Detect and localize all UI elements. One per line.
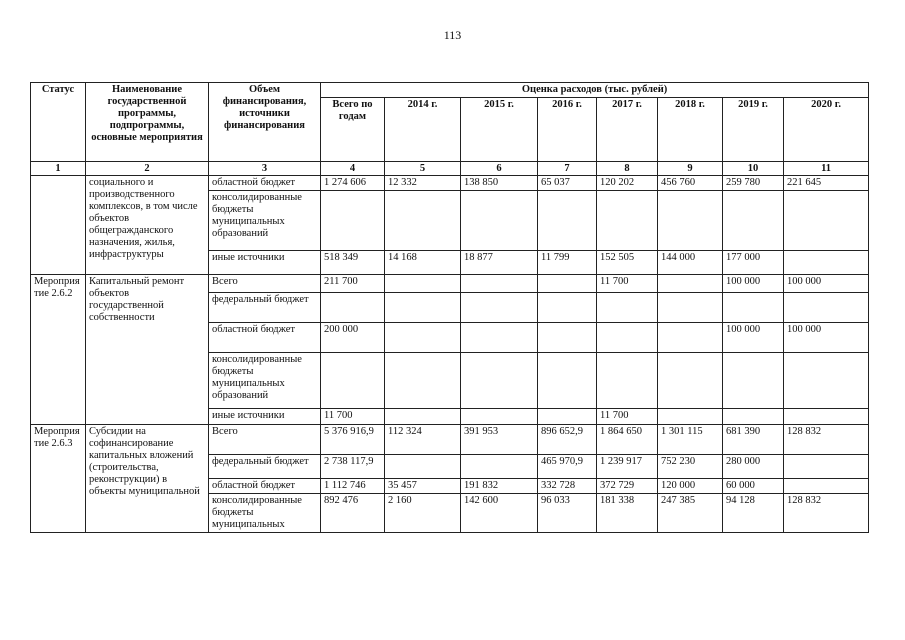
funding-source-cell: консолидированные бюджеты муниципальных образований [209, 353, 321, 409]
year-value-cell: 11 799 [538, 251, 597, 275]
funding-source-cell: иные источники [209, 251, 321, 275]
status-cell [31, 176, 86, 275]
year-value-cell: 11 700 [597, 275, 658, 293]
total-value-cell [321, 191, 385, 251]
year-value-cell: 112 324 [385, 425, 461, 455]
year-value-cell: 1 301 115 [658, 425, 723, 455]
year-value-cell [461, 191, 538, 251]
year-value-cell [538, 323, 597, 353]
year-value-cell [385, 191, 461, 251]
column-number: 3 [209, 162, 321, 176]
year-value-cell: 65 037 [538, 176, 597, 191]
funding-source-cell: Всего [209, 275, 321, 293]
column-number: 2 [86, 162, 209, 176]
year-value-cell [784, 293, 869, 323]
header-total: Всего по годам [321, 98, 385, 162]
header-year: 2017 г. [597, 98, 658, 162]
year-value-cell: 1 239 917 [597, 455, 658, 479]
year-value-cell: 1 864 650 [597, 425, 658, 455]
year-value-cell: 372 729 [597, 479, 658, 494]
funding-source-cell: областной бюджет [209, 176, 321, 191]
column-number: 4 [321, 162, 385, 176]
year-value-cell [597, 293, 658, 323]
year-value-cell: 18 877 [461, 251, 538, 275]
funding-source-cell: консолидированные бюджеты муниципальных образований [209, 191, 321, 251]
year-value-cell [723, 293, 784, 323]
table-row [31, 176, 869, 191]
funding-source-cell: иные источники [209, 409, 321, 425]
year-value-cell [385, 275, 461, 293]
year-value-cell [385, 455, 461, 479]
year-value-cell: 120 000 [658, 479, 723, 494]
total-value-cell [321, 353, 385, 409]
year-value-cell: 14 168 [385, 251, 461, 275]
column-number: 6 [461, 162, 538, 176]
year-value-cell [784, 353, 869, 409]
header-volume: Объем финансирования, источники финансирования [209, 83, 321, 162]
funding-source-cell: федеральный бюджет [209, 293, 321, 323]
header-name: Наименование государственной программы, подпрограммы, основные мероприятия [86, 83, 209, 162]
total-value-cell [321, 293, 385, 323]
funding-source-cell: областной бюджет [209, 479, 321, 494]
year-value-cell [597, 353, 658, 409]
year-value-cell: 128 832 [784, 494, 869, 533]
year-value-cell [385, 353, 461, 409]
year-value-cell [784, 251, 869, 275]
year-value-cell: 60 000 [723, 479, 784, 494]
year-value-cell: 94 128 [723, 494, 784, 533]
funding-source-cell: консолидированные бюджеты муниципальных [209, 494, 321, 533]
header-year: 2020 г. [784, 98, 869, 162]
funding-source-cell: Всего [209, 425, 321, 455]
year-value-cell [385, 409, 461, 425]
year-value-cell [658, 275, 723, 293]
column-number: 8 [597, 162, 658, 176]
year-value-cell: 456 760 [658, 176, 723, 191]
total-value-cell: 892 476 [321, 494, 385, 533]
year-value-cell: 332 728 [538, 479, 597, 494]
year-value-cell [784, 191, 869, 251]
year-value-cell: 120 202 [597, 176, 658, 191]
year-value-cell: 191 832 [461, 479, 538, 494]
year-value-cell: 465 970,9 [538, 455, 597, 479]
year-value-cell: 128 832 [784, 425, 869, 455]
year-value-cell: 144 000 [658, 251, 723, 275]
program-name-cell: социального и производственного комплексов, в том числе объектов общегражданского назначения, жилья, инфраструктуры [86, 176, 209, 275]
total-value-cell: 5 376 916,9 [321, 425, 385, 455]
year-value-cell [784, 479, 869, 494]
year-value-cell [784, 409, 869, 425]
year-value-cell [538, 353, 597, 409]
year-value-cell [461, 455, 538, 479]
program-name-cell: Субсидии на софинансирование капитальных вложений (строительства, реконструкции) в объекты муниципальной [86, 425, 209, 533]
total-value-cell: 211 700 [321, 275, 385, 293]
year-value-cell: 142 600 [461, 494, 538, 533]
table-row [31, 275, 869, 293]
year-value-cell [658, 191, 723, 251]
year-value-cell [597, 191, 658, 251]
year-value-cell [658, 323, 723, 353]
table-body [31, 176, 869, 533]
total-value-cell: 11 700 [321, 409, 385, 425]
year-value-cell: 96 033 [538, 494, 597, 533]
year-value-cell [723, 409, 784, 425]
year-value-cell: 752 230 [658, 455, 723, 479]
year-value-cell [597, 323, 658, 353]
header-status: Статус [31, 83, 86, 162]
total-value-cell: 518 349 [321, 251, 385, 275]
year-value-cell: 181 338 [597, 494, 658, 533]
year-value-cell [538, 191, 597, 251]
header-estimate: Оценка расходов (тыс. рублей) [321, 83, 869, 98]
year-value-cell [658, 409, 723, 425]
column-number: 11 [784, 162, 869, 176]
year-value-cell [723, 353, 784, 409]
column-number: 7 [538, 162, 597, 176]
header-year: 2019 г. [723, 98, 784, 162]
year-value-cell: 896 652,9 [538, 425, 597, 455]
year-value-cell [538, 293, 597, 323]
year-value-cell: 35 457 [385, 479, 461, 494]
year-value-cell: 12 332 [385, 176, 461, 191]
year-value-cell [461, 353, 538, 409]
year-value-cell: 152 505 [597, 251, 658, 275]
column-number-row [31, 162, 869, 176]
year-value-cell: 221 645 [784, 176, 869, 191]
year-value-cell: 100 000 [723, 323, 784, 353]
year-value-cell: 391 953 [461, 425, 538, 455]
year-value-cell [385, 293, 461, 323]
header-year: 2016 г. [538, 98, 597, 162]
year-value-cell [784, 455, 869, 479]
year-value-cell: 138 850 [461, 176, 538, 191]
year-value-cell [385, 323, 461, 353]
year-value-cell [461, 409, 538, 425]
program-name-cell: Капитальный ремонт объектов государственной собственности [86, 275, 209, 425]
column-number: 1 [31, 162, 86, 176]
year-value-cell [658, 353, 723, 409]
page-number: 113 [443, 28, 462, 42]
total-value-cell: 200 000 [321, 323, 385, 353]
year-value-cell: 100 000 [784, 323, 869, 353]
funding-source-cell: областной бюджет [209, 323, 321, 353]
table-row [31, 425, 869, 455]
year-value-cell [723, 191, 784, 251]
year-value-cell: 259 780 [723, 176, 784, 191]
year-value-cell: 100 000 [723, 275, 784, 293]
year-value-cell: 681 390 [723, 425, 784, 455]
year-value-cell [538, 409, 597, 425]
header-year: 2014 г. [385, 98, 461, 162]
year-value-cell: 100 000 [784, 275, 869, 293]
status-cell: Мероприятие 2.6.3 [31, 425, 86, 533]
year-value-cell: 177 000 [723, 251, 784, 275]
year-value-cell [461, 293, 538, 323]
column-number: 5 [385, 162, 461, 176]
total-value-cell: 1 274 606 [321, 176, 385, 191]
year-value-cell: 280 000 [723, 455, 784, 479]
total-value-cell: 2 738 117,9 [321, 455, 385, 479]
year-value-cell [538, 275, 597, 293]
funding-source-cell: федеральный бюджет [209, 455, 321, 479]
total-value-cell: 1 112 746 [321, 479, 385, 494]
status-cell: Мероприятие 2.6.2 [31, 275, 86, 425]
header-year: 2015 г. [461, 98, 538, 162]
column-number: 10 [723, 162, 784, 176]
header-year: 2018 г. [658, 98, 723, 162]
year-value-cell: 247 385 [658, 494, 723, 533]
year-value-cell: 2 160 [385, 494, 461, 533]
year-value-cell: 11 700 [597, 409, 658, 425]
column-number: 9 [658, 162, 723, 176]
budget-table [30, 82, 869, 533]
year-value-cell [461, 323, 538, 353]
year-value-cell [461, 275, 538, 293]
year-value-cell [658, 293, 723, 323]
